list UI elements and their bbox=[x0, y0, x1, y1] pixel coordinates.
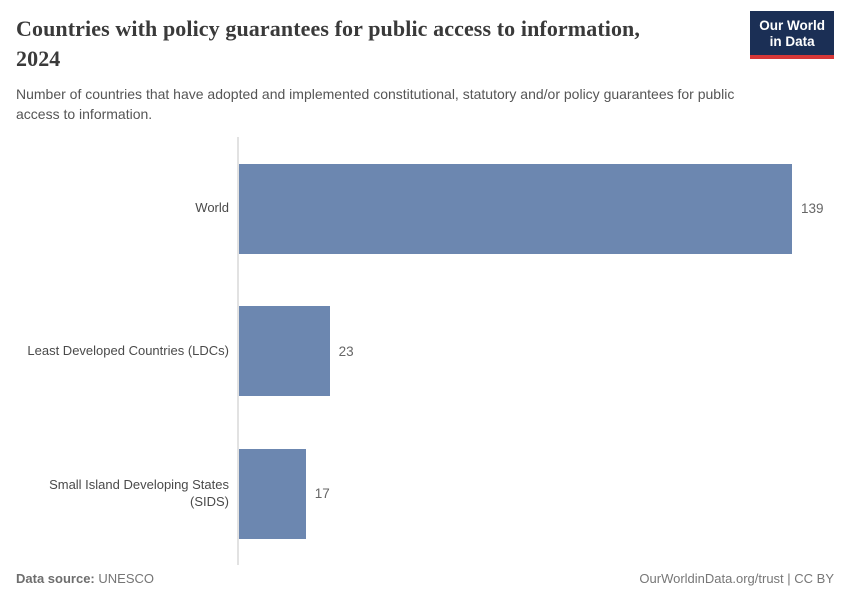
chart-title-line-1: Countries with policy guarantees for public access to information, bbox=[16, 16, 640, 41]
bar-row bbox=[16, 137, 834, 280]
datasource bbox=[16, 571, 154, 586]
bar[interactable] bbox=[238, 449, 306, 539]
value-label: 139 bbox=[801, 201, 824, 217]
chart-subtitle: Number of countries that have adopted and implemented constitutional, statutory and/or policy guarantees for public access to information. bbox=[16, 85, 735, 123]
chart-title bbox=[16, 14, 750, 75]
bar[interactable] bbox=[238, 164, 792, 254]
title-block bbox=[16, 14, 750, 124]
category-label: Small Island Developing States (SIDS) bbox=[49, 477, 229, 509]
chart-footer bbox=[16, 571, 834, 586]
bar-row bbox=[16, 280, 834, 423]
owid-logo bbox=[750, 11, 834, 59]
bar-track bbox=[229, 164, 834, 254]
bar[interactable] bbox=[238, 306, 330, 396]
bar-rows bbox=[16, 137, 834, 565]
datasource-value: UNESCO bbox=[98, 571, 154, 586]
category-label: World bbox=[195, 200, 229, 216]
y-axis-line bbox=[237, 137, 239, 565]
category-label: Least Developed Countries (LDCs) bbox=[27, 342, 229, 358]
datasource-label: Data source: bbox=[16, 571, 95, 586]
bar-track bbox=[229, 306, 834, 396]
bar-row bbox=[16, 423, 834, 566]
owid-logo-line-1: Our World bbox=[759, 18, 825, 33]
chart-title-line-2: 2024 bbox=[16, 46, 61, 72]
credit-link[interactable]: OurWorldinData.org/trust | CC BY bbox=[639, 571, 834, 586]
value-label: 23 bbox=[338, 343, 354, 359]
value-label: 17 bbox=[314, 486, 330, 502]
bar-chart bbox=[16, 137, 834, 565]
owid-logo-line-2: in Data bbox=[769, 34, 815, 50]
bar-track bbox=[229, 449, 834, 539]
chart-header bbox=[16, 14, 834, 124]
